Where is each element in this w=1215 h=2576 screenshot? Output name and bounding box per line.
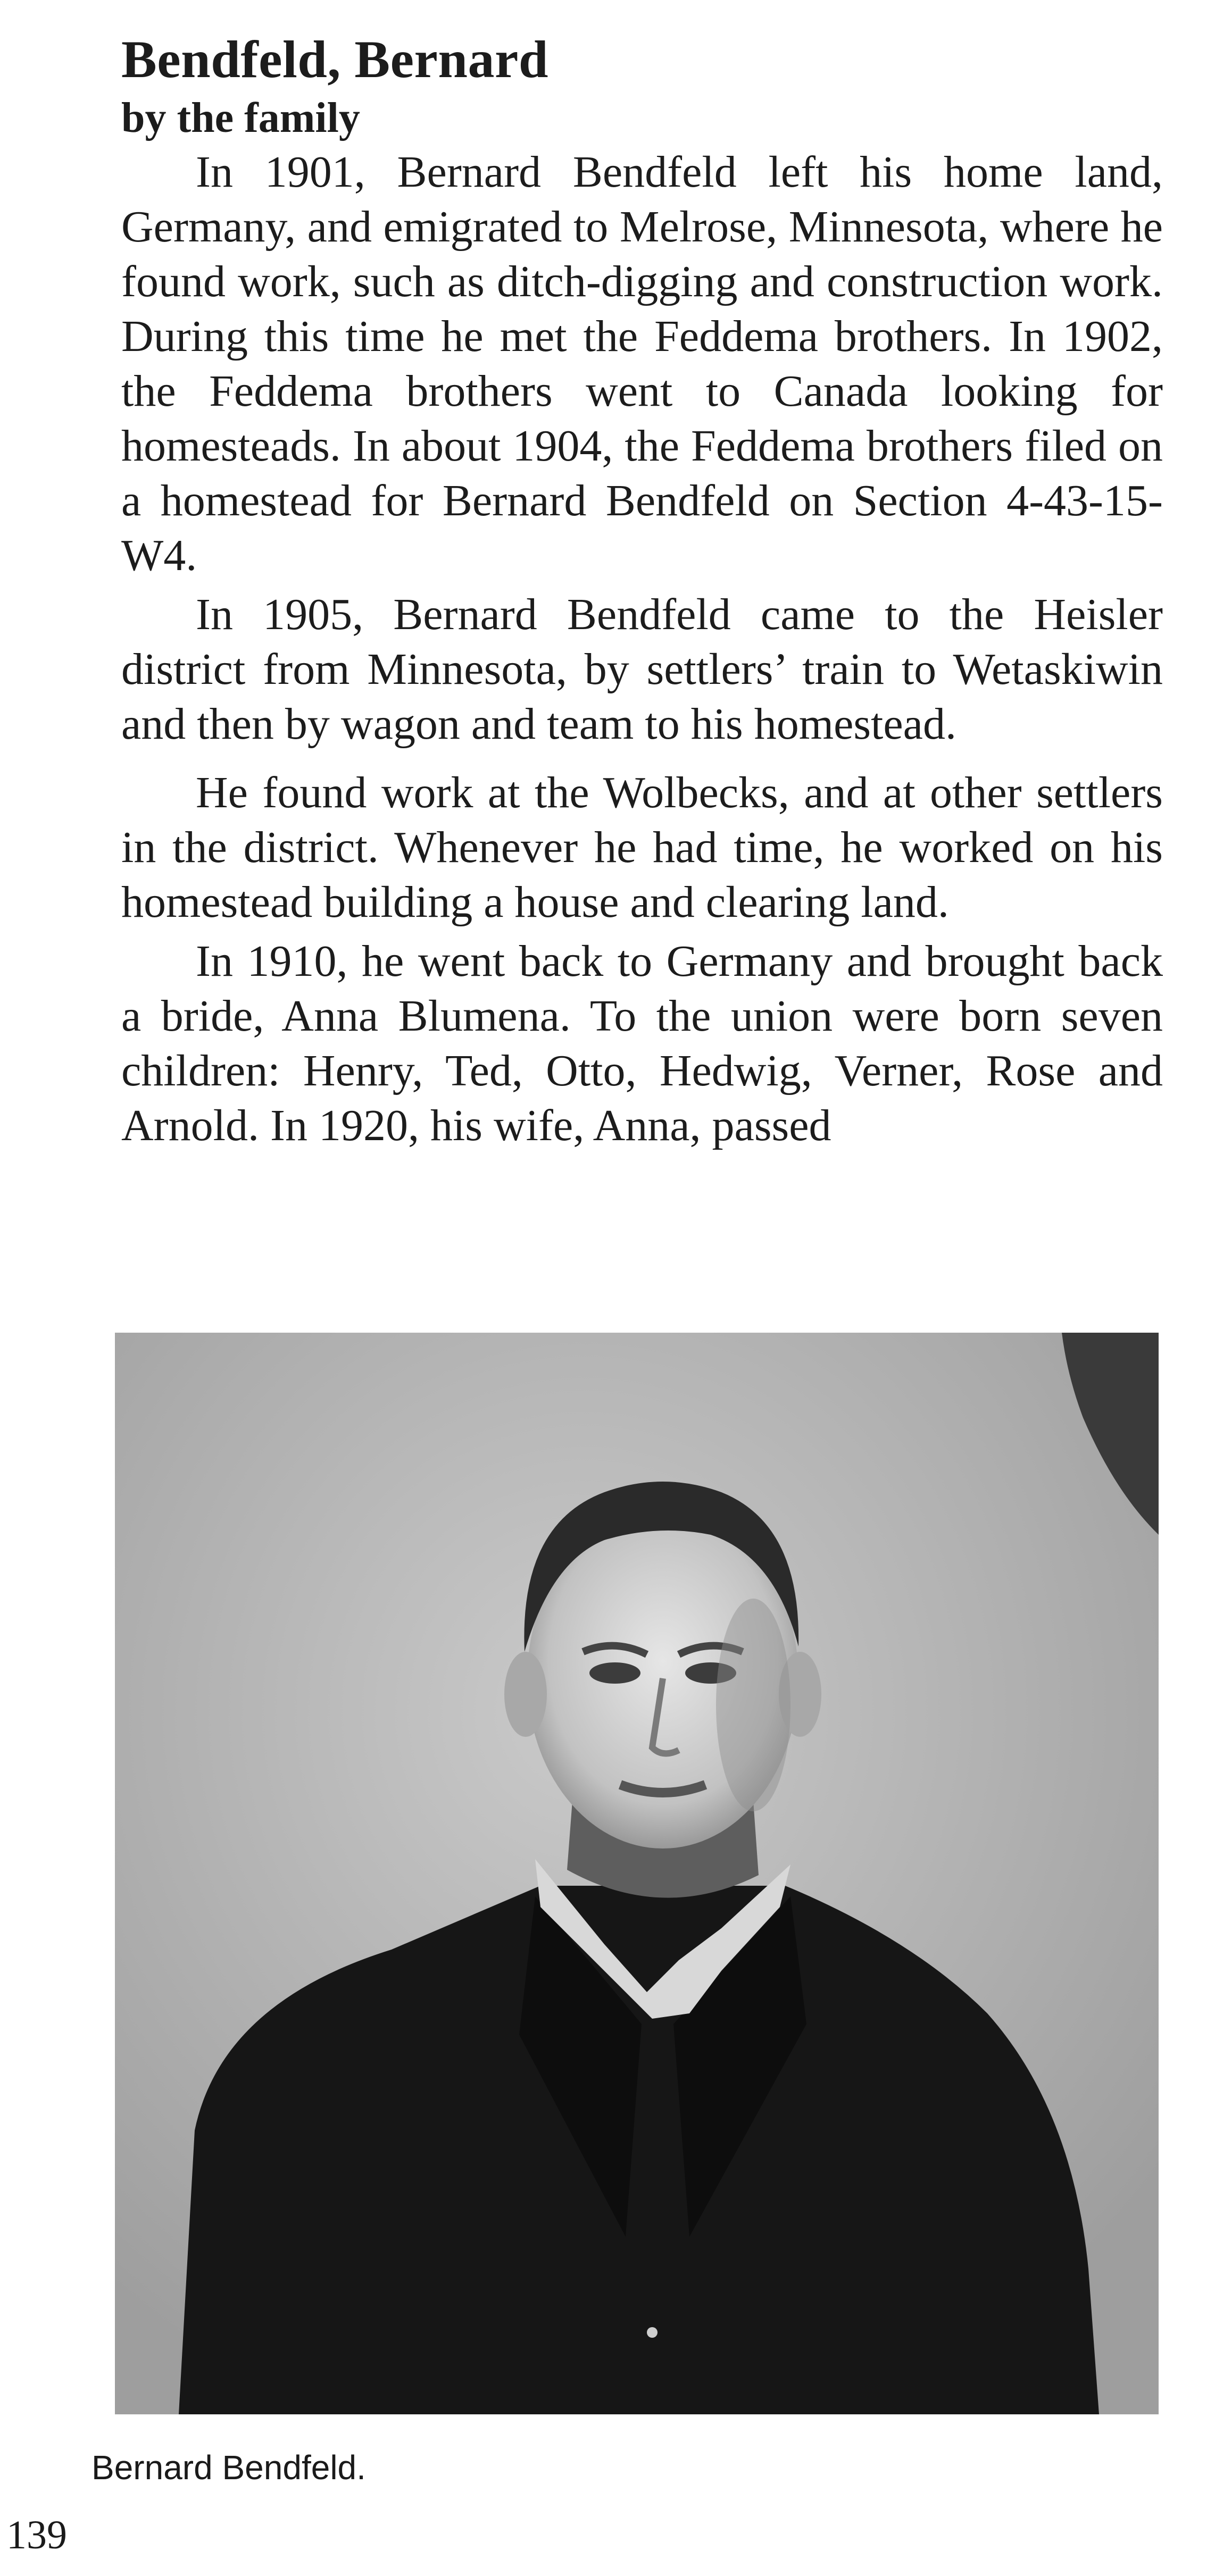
page-number: 139 [6, 2513, 67, 2557]
paragraph-1: In 1901, Bernard Bendfeld left his home land, Germany, and emigrated to Melrose, Minnesota, where he found work, such as ditch-digging and construction work. During this time he met the Feddema brothers. In 1902, the Feddema brothers went to Canada looking for homesteads. In about 1904, the Feddema brothers filed on a homestead for Bernard Bendfeld on Section 4-43-15-W4. [121, 147, 1163, 580]
portrait-photo [115, 1333, 1159, 2414]
paragraph-4: In 1910, he went back to Germany and brought back a bride, Anna Blumena. To the union were born seven children: Henry, Ted, Otto, Hedwig, Verner, Rose and Arnold. In 1920, his wife, Anna, passed [121, 936, 1163, 1150]
paragraph-3: He found work at the Wolbecks, and at other settlers in the district. Whenever he had time, he worked on his homestead building a house and clearing land. [121, 768, 1163, 927]
portrait-illustration [115, 1333, 1159, 2414]
article-column [121, 28, 1163, 1153]
article-byline: by the family [121, 95, 360, 141]
article-title: Bendfeld, Bernard [121, 30, 548, 89]
photo-caption: Bernard Bendfeld. [91, 2448, 366, 2487]
paragraph-2: In 1905, Bernard Bendfeld came to the Heisler district from Minnesota, by settlers’ train to Wetaskiwin and then by wagon and team to his homestead. [121, 590, 1163, 749]
